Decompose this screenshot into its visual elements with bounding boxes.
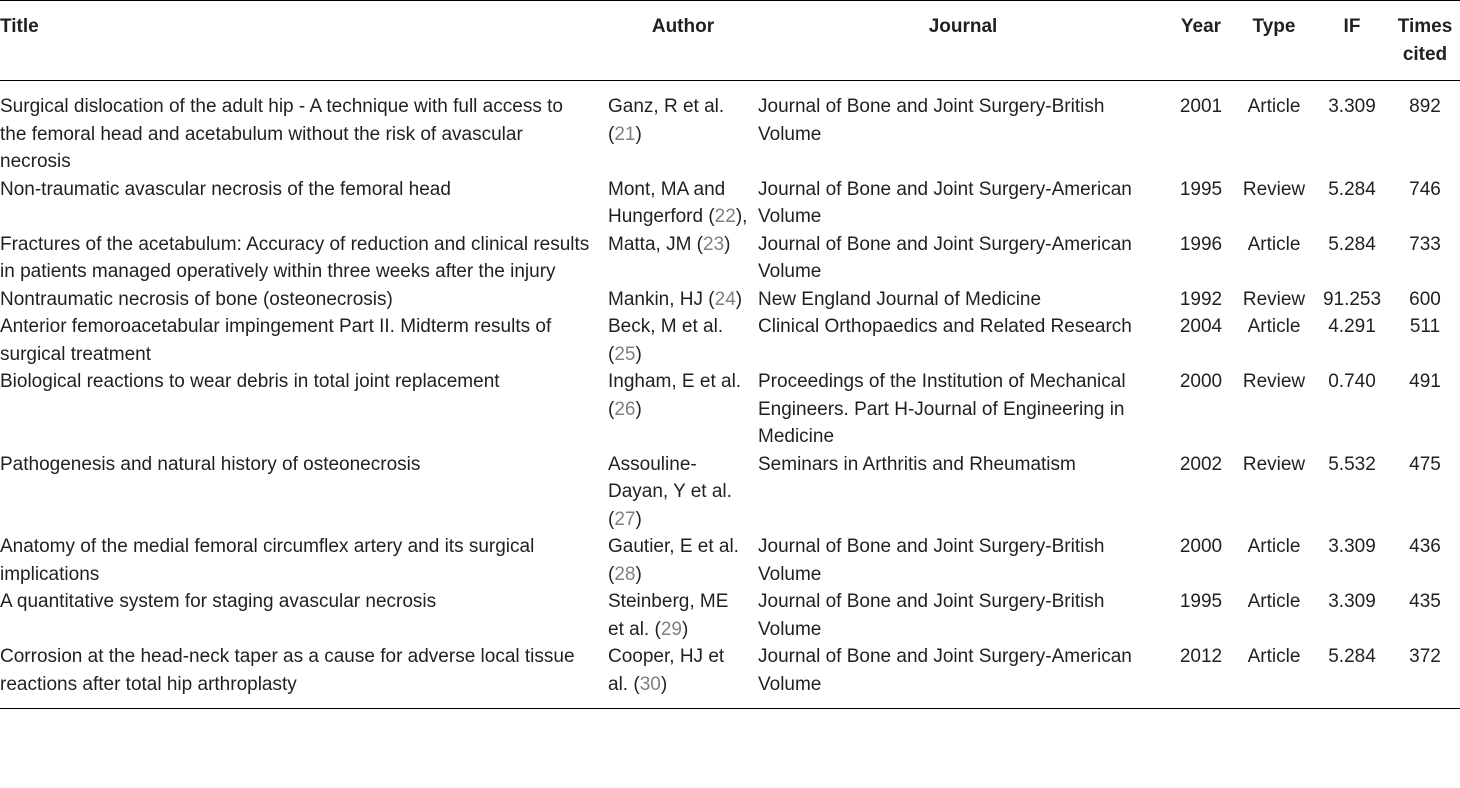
author-name: Ganz, R et al. (608, 96, 725, 117)
cell-author: Mont, MA and Hungerford (22), (608, 178, 748, 227)
cell-year: 2002 (1179, 453, 1223, 475)
cell-title: Non-traumatic avascular necrosis of the femoral head (0, 178, 451, 200)
author-name: Cooper, HJ et al. (608, 646, 725, 695)
cell-if: 0.740 (1328, 371, 1376, 392)
header-times-cited: Times cited (1397, 16, 1453, 65)
reference-link[interactable]: 27 (614, 508, 636, 530)
cell-if: 5.284 (1328, 178, 1376, 200)
cell-title: Surgical dislocation of the adult hip - A technique with full access to the femoral head and acetabulum without the risk of avascular necrosis (0, 96, 563, 172)
cell-year: 1995 (1179, 591, 1223, 612)
cell-type: Article (1247, 233, 1301, 255)
cell-times-cited: 372 (1409, 646, 1441, 667)
cell-year: 1996 (1179, 233, 1223, 255)
cell-type: Article (1247, 646, 1301, 667)
author-name: Mont, MA and Hungerford (608, 178, 726, 227)
cell-if: 3.309 (1328, 536, 1376, 557)
cell-journal: Journal of Bone and Joint Surgery-British Volume (758, 96, 1105, 145)
table-row (0, 451, 1460, 534)
cell-type: Review (1242, 178, 1306, 200)
reference-link[interactable]: 25 (614, 343, 636, 365)
header-year: Year (1180, 16, 1222, 37)
reference-link[interactable]: 26 (614, 398, 636, 420)
table-row (0, 286, 1460, 314)
cell-year: 2012 (1179, 646, 1223, 667)
cell-journal: Journal of Bone and Joint Surgery-American Volume (758, 646, 1132, 695)
cell-title: Pathogenesis and natural history of osteonecrosis (0, 453, 421, 475)
cell-type: Article (1247, 96, 1301, 117)
cell-year: 2000 (1179, 371, 1223, 392)
cell-author: Mankin, HJ (24) (608, 288, 743, 310)
header-if: IF (1343, 16, 1361, 37)
header-author: Author (651, 16, 715, 37)
cell-author: Ganz, R et al. (21) (608, 96, 725, 145)
cell-times-cited: 892 (1409, 96, 1441, 117)
cell-title: Corrosion at the head-neck taper as a cause for adverse local tissue reactions after total hip arthroplasty (0, 646, 575, 695)
table-row (0, 368, 1460, 451)
table-row (0, 176, 1460, 231)
table-row (0, 313, 1460, 368)
reference-link[interactable]: 30 (639, 673, 661, 695)
author-name: Mankin, HJ (608, 288, 704, 310)
cell-times-cited: 746 (1409, 178, 1441, 200)
cell-author: Assouline-Dayan, Y et al. (27) (608, 453, 732, 530)
cell-author: Matta, JM (23) (608, 233, 731, 255)
cell-type: Review (1242, 371, 1306, 392)
author-name: Ingham, E et al. (608, 371, 742, 392)
cell-type: Article (1247, 536, 1301, 557)
header-title: Title (0, 16, 39, 37)
reference-link[interactable]: 28 (614, 563, 636, 585)
cell-times-cited: 475 (1409, 453, 1441, 475)
author-name: Matta, JM (608, 233, 692, 255)
reference-link[interactable]: 29 (660, 618, 682, 640)
table-row (0, 81, 1460, 176)
author-name: Gautier, E et al. (608, 536, 739, 557)
cell-journal: Journal of Bone and Joint Surgery-British Volume (758, 591, 1105, 640)
header-journal: Journal (928, 16, 998, 37)
table-row (0, 231, 1460, 286)
cell-type: Article (1247, 316, 1301, 337)
cell-if: 3.309 (1328, 96, 1376, 117)
cell-if: 5.532 (1328, 453, 1376, 475)
header-row (0, 1, 1460, 81)
cell-if: 4.291 (1328, 316, 1376, 337)
author-name: Steinberg, ME et al. (608, 591, 729, 640)
table-row (0, 588, 1460, 643)
cell-times-cited: 733 (1409, 233, 1441, 255)
cell-journal: Clinical Orthopaedics and Related Research (758, 316, 1132, 337)
cell-times-cited: 435 (1409, 591, 1441, 612)
cell-year: 2001 (1179, 96, 1223, 117)
reference-link[interactable]: 23 (703, 233, 725, 255)
cell-journal: Journal of Bone and Joint Surgery-American Volume (758, 178, 1132, 227)
cell-year: 2004 (1179, 316, 1223, 337)
cell-journal: Journal of Bone and Joint Surgery-American Volume (758, 233, 1132, 282)
cell-author: Beck, M et al. (25) (608, 316, 724, 365)
cell-author: Gautier, E et al. (28) (608, 536, 739, 585)
cell-title: Fractures of the acetabulum: Accuracy of reduction and clinical results in patients managed operatively within three weeks after the injury (0, 233, 590, 282)
cell-journal: New England Journal of Medicine (758, 288, 1042, 310)
author-name: Beck, M et al. (608, 316, 724, 337)
reference-suffix: , (742, 206, 748, 227)
cell-times-cited: 491 (1409, 371, 1441, 392)
cell-journal: Proceedings of the Institution of Mechanical Engineers. Part H-Journal of Engineering in Medicine (758, 371, 1126, 447)
cell-journal: Seminars in Arthritis and Rheumatism (758, 453, 1076, 475)
cell-type: Article (1247, 591, 1301, 612)
header-type: Type (1252, 16, 1296, 37)
cell-year: 1995 (1179, 178, 1223, 200)
cell-if: 5.284 (1328, 646, 1376, 667)
reference-link[interactable]: 24 (714, 288, 736, 310)
cell-year: 2000 (1179, 536, 1223, 557)
cell-type: Review (1242, 288, 1306, 310)
cell-title: Anatomy of the medial femoral circumflex artery and its surgical implications (0, 536, 535, 585)
cell-year: 1992 (1179, 288, 1223, 310)
cell-type: Review (1242, 453, 1306, 475)
cell-author: Ingham, E et al. (26) (608, 371, 742, 420)
table-row (0, 643, 1460, 709)
reference-link[interactable]: 21 (614, 123, 636, 145)
cell-if: 91.253 (1322, 288, 1382, 310)
table-row (0, 533, 1460, 588)
cell-journal: Journal of Bone and Joint Surgery-British Volume (758, 536, 1105, 585)
cell-if: 3.309 (1328, 591, 1376, 612)
cell-times-cited: 511 (1409, 316, 1441, 337)
cell-title: A quantitative system for staging avascular necrosis (0, 591, 437, 612)
reference-link[interactable]: 22 (714, 206, 736, 227)
cell-if: 5.284 (1328, 233, 1376, 255)
cell-author: Steinberg, ME et al. (29) (608, 591, 729, 640)
cell-times-cited: 436 (1409, 536, 1441, 557)
author-name: Assouline-Dayan, Y et al. (608, 453, 732, 502)
cell-times-cited: 600 (1409, 288, 1441, 310)
cell-author: Cooper, HJ et al. (30) (608, 646, 725, 695)
cell-title: Anterior femoroacetabular impingement Part II. Midterm results of surgical treatment (0, 316, 552, 365)
cell-title: Biological reactions to wear debris in total joint replacement (0, 371, 500, 392)
cell-title: Nontraumatic necrosis of bone (osteonecrosis) (0, 288, 393, 310)
